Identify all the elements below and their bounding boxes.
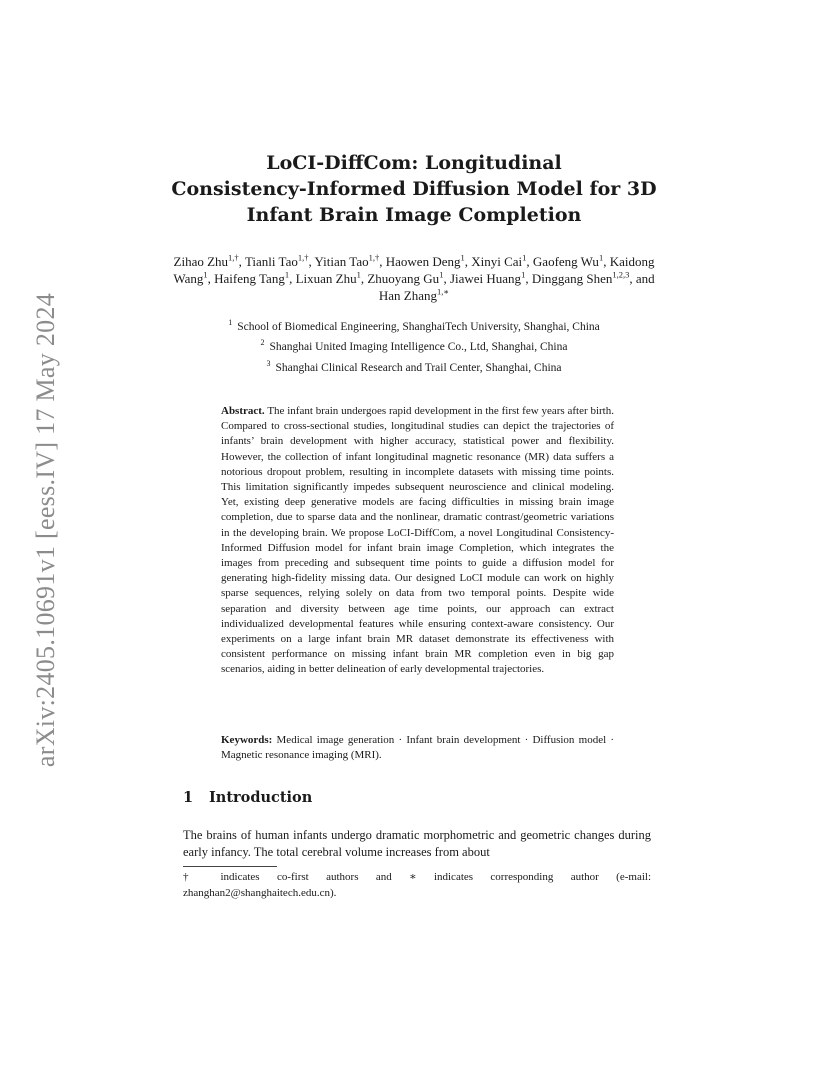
affiliation-text: Shanghai Clinical Research and Trail Center, Shanghai, China	[275, 361, 562, 374]
abstract-text: The infant brain undergoes rapid development in the first few years after birth. Compared to cross-sectional studies, longitudinal studies can depict the trajectories of infants’ brain development with higher accuracy, statistical power and flexibility. However, the collection of infant longitudinal magnetic resonance (MR) data suffers a notorious dropout problem, resulting in incomplete datasets with missing time points. This limitation significantly impedes subsequent neuroscience and clinical modeling. Yet, existing deep generative models are facing difficulties in missing brain image completion, due to sparse data and the nonlinear, dramatic contrast/geometric variations in the developing brain. We propose LoCI-DiffCom, a novel Longitudinal Consistency-Informed Diffusion model for infant brain image Completion, which integrates the images from preceding and subsequent time points to guide a diffusion model for generating high-fidelity missing data. Our designed LoCI module can work on highly sparse sequences, relying solely on data from two temporal points. Despite wide separation and diversity between age time points, our approach can extract individualized developmental features while ensuring context-aware consistency. Our experiments on a large infant brain MR dataset demonstrate its effectiveness with consistent performance on missing infant brain MR completion even in big gap scenarios, aiding in better delineation of early developmental trajectories.	[221, 405, 614, 676]
affiliation-item	[150, 356, 678, 376]
author-affil-mark: 1,†	[228, 252, 239, 263]
author-affil-mark: 1,†	[297, 252, 309, 263]
author-affil-mark: 1	[284, 269, 290, 280]
footnote-divider	[183, 866, 277, 867]
author-name: Han Zhang	[378, 288, 437, 303]
author-name: Gaofeng Wu	[532, 254, 599, 269]
affiliation-item	[150, 335, 678, 355]
abstract-label: Abstract.	[221, 405, 265, 417]
author-affil-mark: 1	[460, 252, 465, 263]
title-line: LoCI-DiffCom: Longitudinal	[266, 152, 562, 174]
section-title: Introduction	[209, 789, 313, 806]
affiliation-number: 1	[228, 318, 233, 327]
author-name: Jiawei Huang	[449, 271, 522, 286]
author-name: Yitian Tao	[314, 254, 369, 269]
author-name: Zhuoyang Gu	[367, 271, 440, 286]
paper-title	[150, 150, 678, 228]
footnote: † indicates co-first authors and ∗ indicates corresponding author (e-mail: zhanghan2@shanghaitech.edu.cn).	[183, 871, 651, 899]
keywords	[221, 733, 614, 763]
author-affil-mark: 1	[521, 269, 526, 280]
title-line: Infant Brain Image Completion	[246, 204, 582, 226]
author-name: Dinggang Shen	[531, 271, 613, 286]
keywords-text: Medical image generation · Infant brain development · Diffusion model · Magnetic resonance imaging (MRI).	[221, 734, 614, 762]
author-affil-mark: 1,∗	[436, 286, 450, 297]
author-affil-mark: 1	[522, 252, 527, 263]
section-number: 1	[183, 789, 194, 806]
arxiv-identifier-sidebar: arXiv:2405.10691v1 [eess.IV] 17 May 2024	[31, 292, 60, 768]
author-name: Lixuan Zhu	[295, 271, 357, 286]
affiliation-item	[150, 315, 678, 335]
abstract	[221, 404, 614, 678]
affiliation-number: 3	[266, 358, 271, 368]
affiliation-number: 2	[260, 338, 265, 348]
author-affil-mark: 1	[598, 252, 604, 263]
author-name: Haifeng Tang	[214, 271, 285, 286]
affiliation-text: School of Biomedical Engineering, ShanghaiTech University, Shanghai, China	[237, 320, 600, 333]
author-name: Xinyi Cai	[471, 254, 523, 269]
author-name: Tianli Tao	[244, 254, 298, 269]
author-affil-mark: 1,†	[368, 252, 380, 263]
author-affil-mark: 1	[356, 269, 361, 280]
intro-paragraph: The brains of human infants undergo dramatic morphometric and geometric changes during early infancy. The total cerebral volume increases from about	[183, 828, 651, 859]
author-name: Kaidong Wang	[173, 254, 655, 286]
affiliation-list	[150, 315, 678, 376]
section-heading	[183, 789, 312, 806]
author-list: Zihao Zhu$^{1,\dagger}$, Tianli Tao$^{1,\dagger}$, Yitian Tao$^{1,\dagger}$, Haowen Deng$^1$, Xinyi Cai$^1$, Gaofeng Wu$^1$, Kaidong Wang$^1$, Haifeng Tang$^1$, Lixuan Zhu$^1$, Zhuoyang Gu$^1$, Jiawei Huang$^1$, Dinggang Shen$^{1,2,3}$, and Han Zhang$^{1,∗}$	[173, 252, 655, 303]
author-affil-mark: 1,2,3	[612, 269, 630, 280]
keywords-label: Keywords:	[221, 734, 273, 746]
title-line: Consistency-Informed Diffusion Model for 3D	[171, 178, 657, 200]
author-affil-mark: 1	[439, 269, 444, 280]
author-name: Zihao Zhu	[173, 254, 229, 269]
author-name: Haowen Deng	[385, 254, 461, 269]
author-affil-mark: 1	[203, 269, 208, 280]
affiliation-text: Shanghai United Imaging Intelligence Co., Ltd, Shanghai, China	[269, 341, 568, 354]
